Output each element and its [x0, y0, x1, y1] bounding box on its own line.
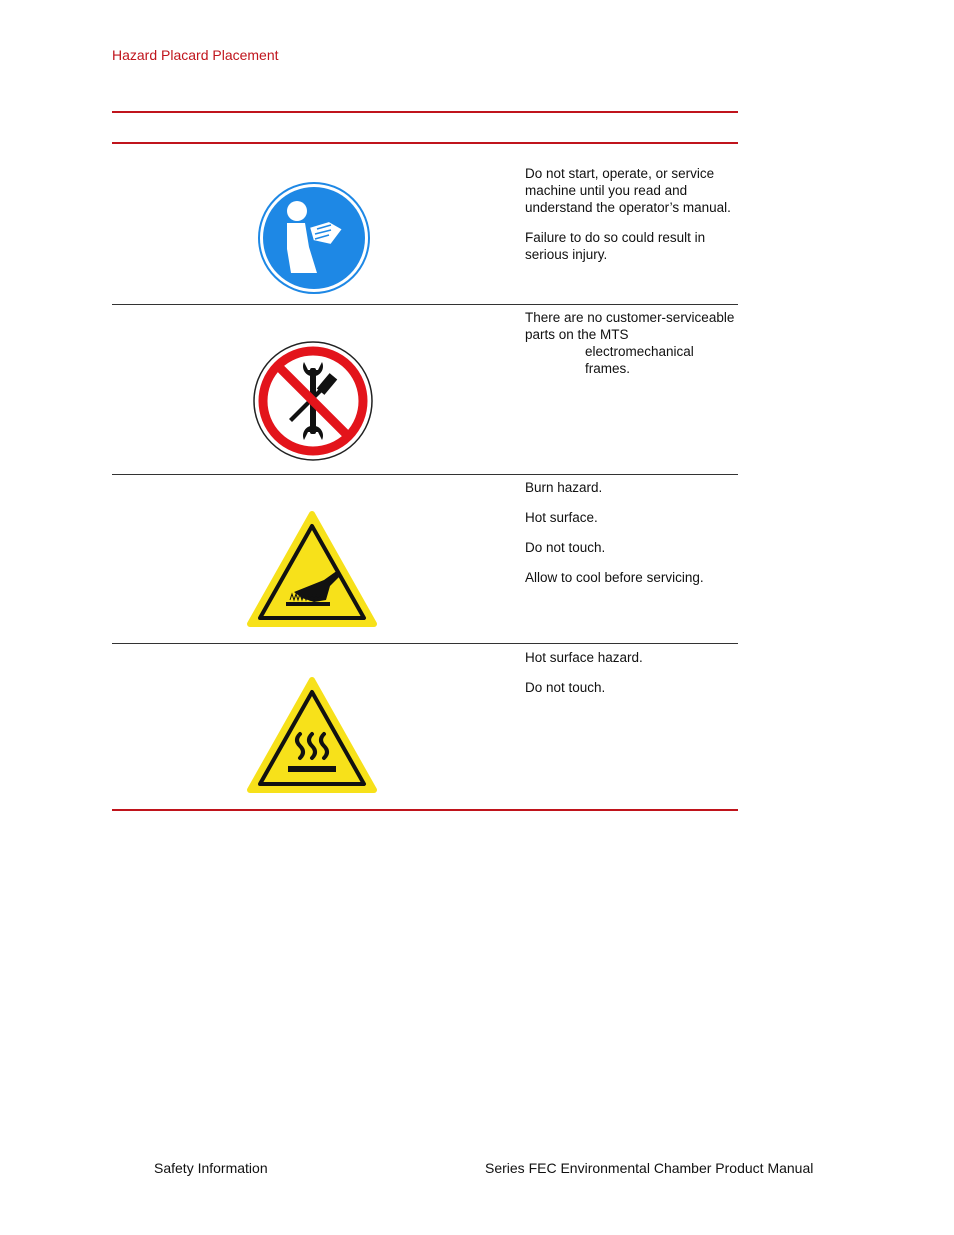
row-4-text-1: Hot surface hazard.	[525, 650, 643, 665]
row-3-text-2: Hot surface.	[525, 510, 598, 525]
running-head: Hazard Placard Placement	[112, 47, 279, 63]
row-1-text-1: Do not start, operate, or service machine until you read and understand the operator’s manual.	[525, 166, 731, 215]
row-3-text-1: Burn hazard.	[525, 480, 603, 495]
footer-section: Safety Information	[154, 1160, 268, 1176]
row-1-description	[525, 165, 735, 276]
footer-manual-title: Series FEC Environmental Chamber Product Manual	[485, 1160, 814, 1176]
row-divider-1	[112, 304, 738, 305]
row-divider-2	[112, 474, 738, 475]
row-divider-3	[112, 643, 738, 644]
no-service-icon	[252, 340, 374, 462]
row-2-text-2: electromechanical frames.	[585, 344, 694, 376]
read-manual-icon	[257, 181, 371, 295]
table-bottom-rule	[112, 809, 738, 811]
table-header-rule	[112, 142, 738, 144]
row-4-description	[525, 649, 735, 709]
row-2-text-1: There are no customer-serviceable parts on the MTS	[525, 310, 735, 342]
table-top-rule	[112, 111, 738, 113]
row-4-text-2: Do not touch.	[525, 680, 606, 695]
row-1-text-2: Failure to do so could result in serious injury.	[525, 230, 706, 262]
burn-hazard-icon	[246, 510, 378, 630]
row-3-text-4: Allow to cool before servicing.	[525, 570, 704, 585]
hot-surface-icon	[246, 676, 378, 796]
row-3-text-3: Do not touch.	[525, 540, 606, 555]
row-2-description	[525, 309, 735, 377]
row-3-description	[525, 479, 735, 599]
